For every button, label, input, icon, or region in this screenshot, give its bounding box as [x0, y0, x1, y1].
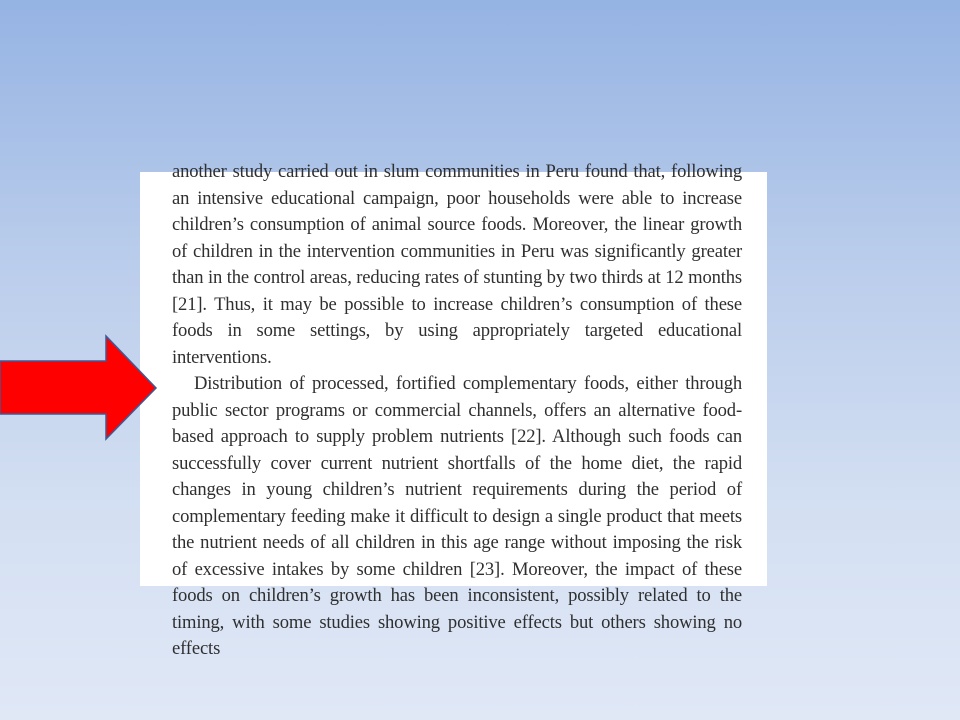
excerpt-paragraph-2: Distribution of processed, fortified complementary foods, either through public sector programs or commercial channels, offers an alternative food-based approach to supply problem nutrients [22]. Although such foods can successfully cover current nutrient shortfalls of the home diet, the rapid changes in young children’s nutrient requirements during the period of complementary feeding make it difficult to design a single product that meets the nutrient needs of all children in this age range without imposing the risk of excessive intakes by some children [23]. Moreover, the impact of these foods on children’s growth has been inconsistent, possibly related to the timing, with some studies showing positive effects but others showing no effects [172, 373, 742, 659]
excerpt-text [172, 159, 742, 663]
article-excerpt-image [140, 161, 767, 659]
excerpt-paragraph-1: another study carried out in slum communities in Peru found that, following an intensive educational campaign, poor households were able to increase children’s consumption of animal source foods. Moreover, the linear growth of children in the intervention communities in Peru was significantly greater than in the control areas, reducing rates of stunting by two thirds at 12 months [21]. Thus, it may be possible to increase children’s consumption of these foods in some settings, by using appropriately targeted educational interventions. [172, 161, 742, 368]
right-arrow-icon [0, 335, 160, 440]
